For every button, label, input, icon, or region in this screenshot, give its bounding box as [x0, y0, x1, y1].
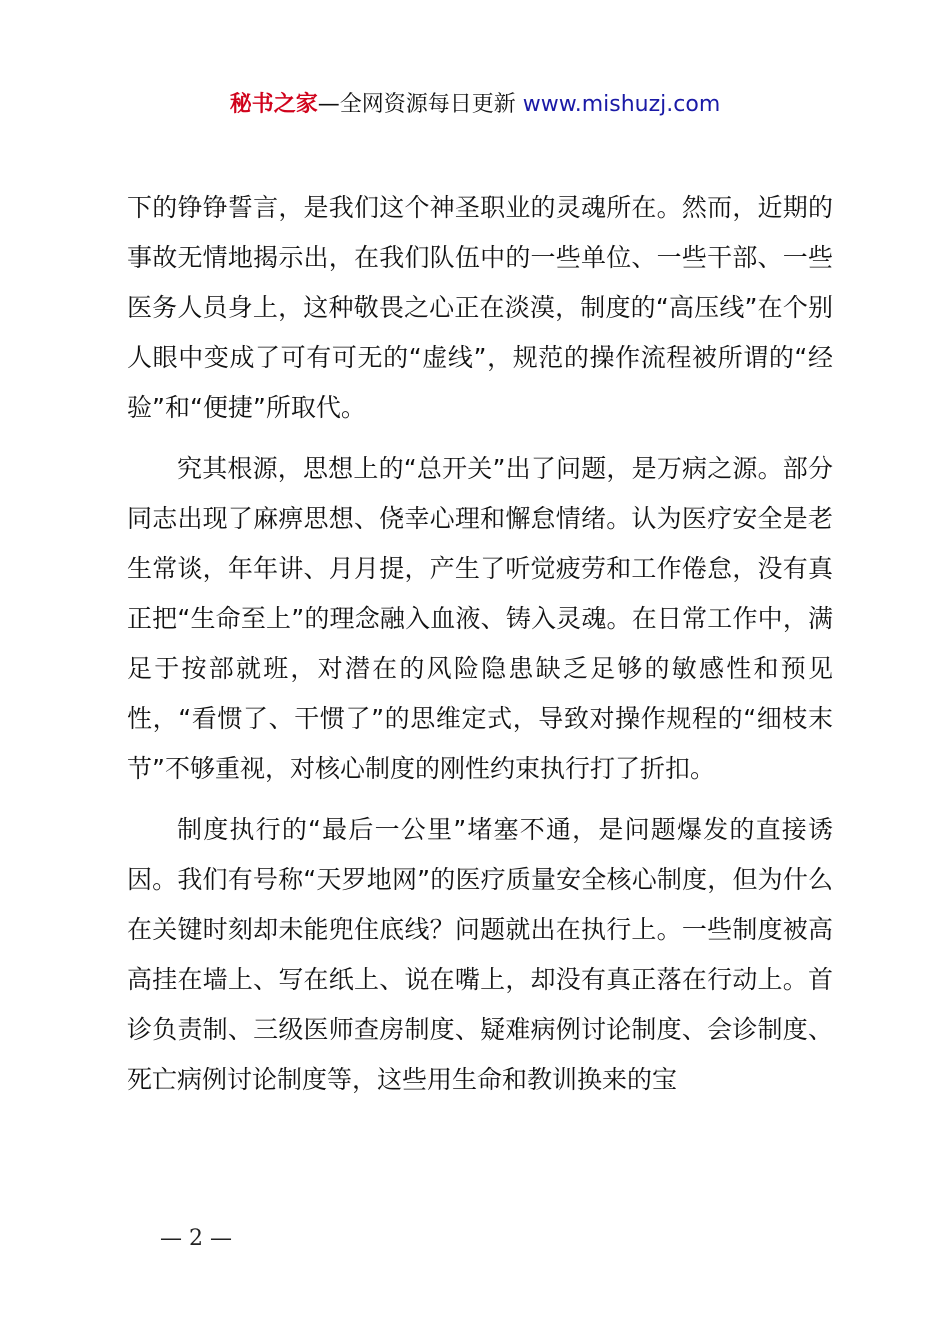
page-number: — 2 —	[160, 1226, 232, 1251]
paragraph-root-cause: 究其根源，思想上的“总开关”出了问题，是万病之源。部分同志出现了麻痹思想、侥幸心理和懈怠情绪。认为医疗安全是老生常谈，年年讲、月月提，产生了听觉疲劳和工作倦怠，没有真正把“生命至上”的理念融入血液、铸入灵魂。在日常工作中，满足于按部就班，对潜在的风险隐患缺乏足够的敏感性和预见性，“看惯了、干惯了”的思维定式，导致对操作规程的“细枝末节”不够重视，对核心制度的刚性约束执行打了折扣。	[127, 454, 833, 783]
document-body	[127, 183, 833, 1116]
paragraph-continued: 下的铮铮誓言，是我们这个神圣职业的灵魂所在。然而，近期的事故无情地揭示出，在我们队伍中的一些单位、一些干部、一些医务人员身上，这种敬畏之心正在淡漠，制度的“高压线”在个别人眼中变成了可有可无的“虚线”，规范的操作流程被所谓的“经验”和“便捷”所取代。	[127, 193, 833, 422]
site-header	[0, 88, 950, 122]
brand-name: 秘书之家	[229, 92, 318, 117]
header-tagline: —全网资源每日更新	[317, 92, 523, 117]
site-url[interactable]: www.mishuzj.com	[522, 92, 721, 117]
paragraph-execution: 制度执行的“最后一公里”堵塞不通，是问题爆发的直接诱因。我们有号称“天罗地网”的医疗质量安全核心制度，但为什么在关键时刻却未能兜住底线？问题就出在执行上。一些制度被高高挂在墙上、写在纸上、说在嘴上，却没有真正落在行动上。首诊负责制、三级医师查房制度、疑难病例讨论制度、会诊制度、死亡病例讨论制度等，这些用生命和教训换来的宝	[127, 815, 833, 1094]
